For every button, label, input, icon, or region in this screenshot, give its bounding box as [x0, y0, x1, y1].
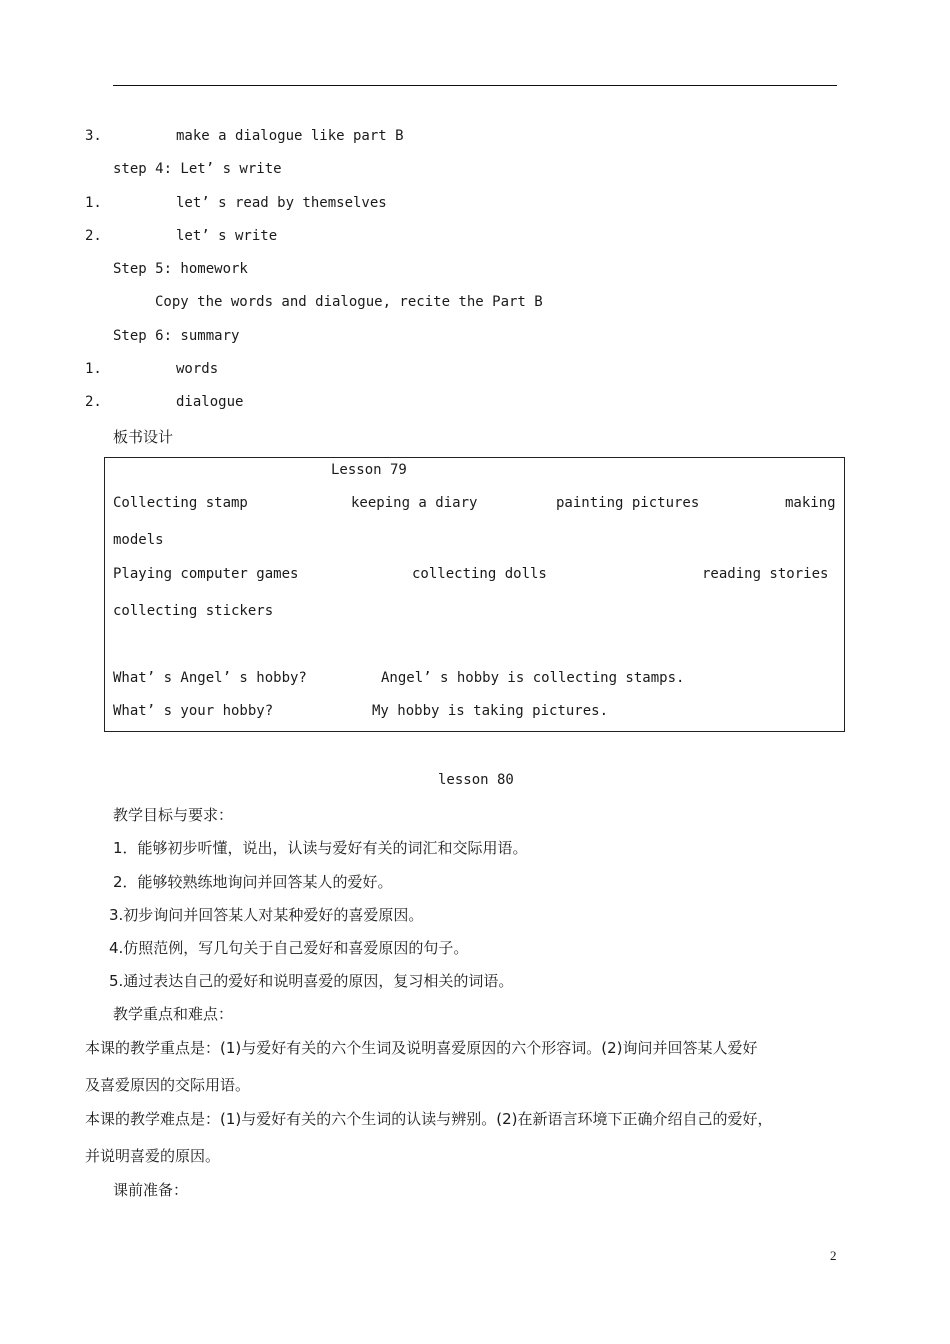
step-heading: Step 6: summary — [113, 328, 240, 344]
board-word: Playing computer games — [113, 566, 299, 582]
list-number: 2. — [85, 228, 102, 244]
preparation-heading: 课前准备： — [113, 1181, 189, 1199]
list-number: 2. — [85, 394, 102, 410]
step-heading: step 4: Let’ s write — [113, 161, 282, 177]
list-item-text: let’ s read by themselves — [176, 195, 387, 211]
objective-item: 4.仿照范例，写几句关于自己爱好和喜爱原因的句子。 — [109, 939, 469, 957]
list-item-text: words — [176, 361, 219, 377]
key-point-text: 及喜爱原因的交际用语。 — [85, 1076, 251, 1094]
key-point-text: 本课的教学重点是：(1)与爱好有关的六个生词及说明喜爱原因的六个形容词。(2)询问并回答某人爱好 — [85, 1039, 758, 1057]
list-number: 1. — [85, 361, 102, 377]
list-item-text: let’ s write — [176, 228, 278, 244]
board-word: collecting dolls — [412, 566, 547, 582]
board-answer: Angel’ s hobby is collecting stamps. — [381, 670, 685, 686]
board-word: making — [785, 495, 836, 511]
board-word: reading stories — [702, 566, 829, 582]
objective-item: 1．能够初步听懂，说出，认读与爱好有关的词汇和交际用语。 — [113, 839, 528, 857]
list-item-text: dialogue — [176, 394, 244, 410]
lesson-title: lesson 80 — [438, 772, 514, 788]
board-word: collecting stickers — [113, 603, 274, 619]
board-word: Collecting stamp — [113, 495, 248, 511]
objective-item: 2．能够较熟练地询问并回答某人的爱好。 — [113, 873, 393, 891]
board-word: models — [113, 532, 164, 548]
list-number: 3. — [85, 128, 102, 144]
objective-item: 5.通过表达自己的爱好和说明喜爱的原因，复习相关的词语。 — [109, 972, 514, 990]
board-design-heading: 板书设计 — [113, 428, 174, 446]
board-word: painting pictures — [556, 495, 700, 511]
objectives-heading: 教学目标与要求： — [113, 806, 234, 824]
step-detail: Copy the words and dialogue, recite the Part B — [155, 294, 543, 310]
difficulty-text: 本课的教学难点是：(1)与爱好有关的六个生词的认读与辨别。(2)在新语言环境下正确介绍自己的爱好， — [85, 1110, 773, 1128]
key-points-heading: 教学重点和难点： — [113, 1005, 234, 1023]
page-number: 2 — [830, 1248, 837, 1263]
list-number: 1. — [85, 195, 102, 211]
list-item-text: make a dialogue like part B — [176, 128, 404, 144]
board-question: What’ s Angel’ s hobby? — [113, 670, 307, 686]
board-title: Lesson 79 — [331, 462, 407, 478]
board-answer: My hobby is taking pictures. — [372, 703, 609, 719]
header-rule — [113, 85, 837, 86]
board-word: keeping a diary — [351, 495, 478, 511]
step-heading: Step 5: homework — [113, 261, 248, 277]
board-question: What’ s your hobby? — [113, 703, 274, 719]
difficulty-text: 并说明喜爱的原因。 — [85, 1147, 221, 1165]
objective-item: 3.初步询问并回答某人对某种爱好的喜爱原因。 — [109, 906, 424, 924]
